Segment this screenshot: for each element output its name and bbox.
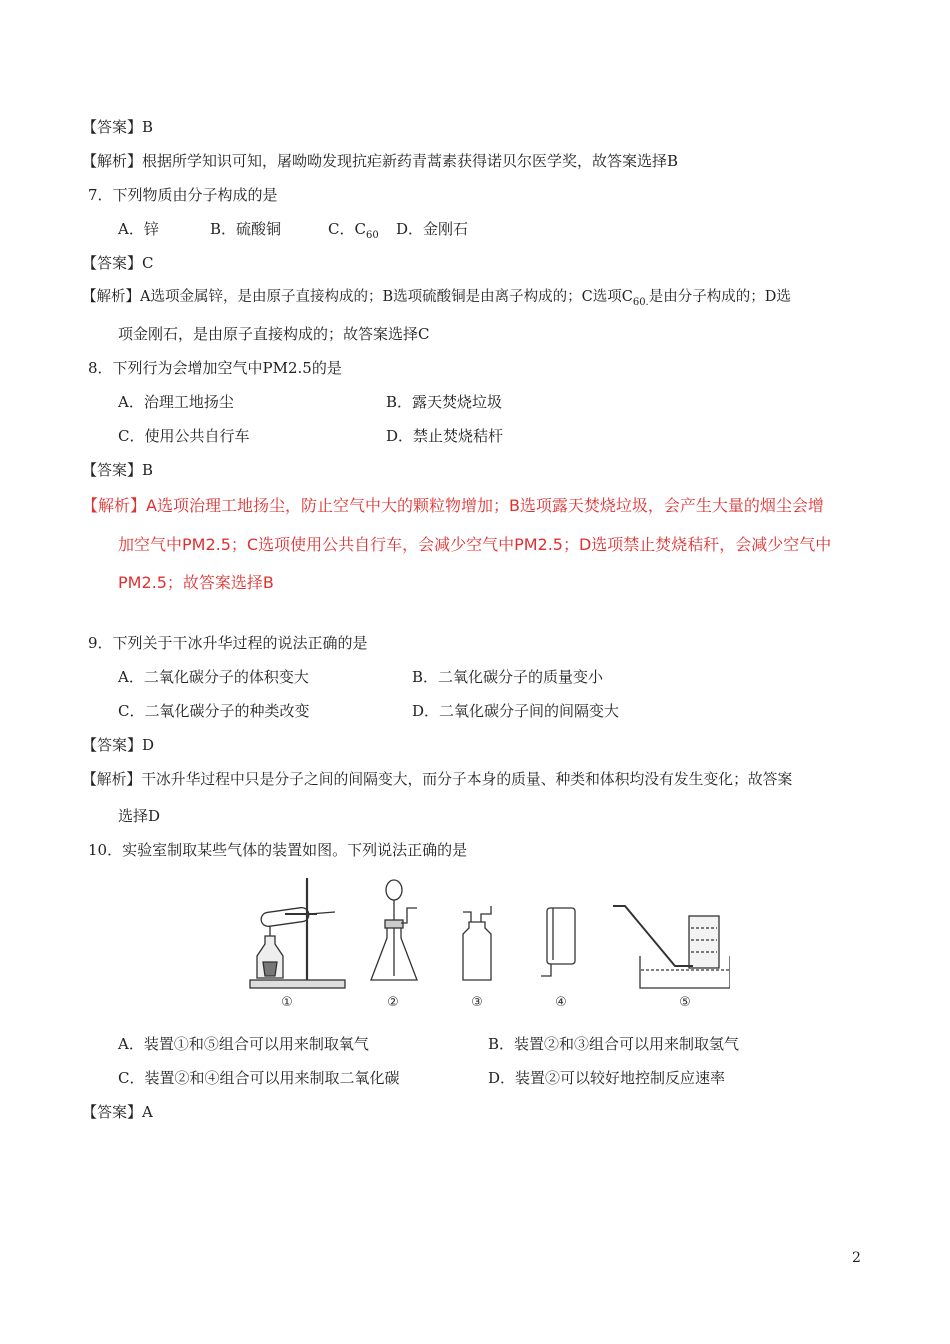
q9-option-b: B．二氧化碳分子的质量变小 [412, 668, 604, 686]
q7-option-b: B．硫酸铜 [210, 220, 282, 238]
explanation-9-line1: 【解析】干冰升华过程中只是分子之间的间隔变大，而分子本身的质量、种类和体积均没有发生变化；故答案 [82, 771, 793, 788]
question-9: 9．下列关于干冰升华过程的说法正确的是 [88, 634, 368, 652]
apparatus-1-heating-setup [250, 878, 345, 988]
answer-8: 【答案】B [82, 461, 154, 479]
q10-option-a: A．装置①和⑤组合可以用来制取氧气 [118, 1035, 369, 1053]
explanation-9-line2: 选择D [118, 807, 161, 825]
q9-option-a: A．二氧化碳分子的体积变大 [118, 668, 309, 686]
q8-option-d: D．禁止焚烧秸杆 [386, 427, 504, 445]
q9-option-d: D．二氧化碳分子间的间隔变大 [412, 702, 620, 720]
question-10: 10．实验室制取某些气体的装置如图。下列说法正确的是 [88, 841, 468, 859]
answer-6: 【答案】B [82, 118, 154, 136]
q8-option-b: B．露天焚烧垃圾 [386, 393, 503, 411]
explanation-6: 【解析】根据所学知识可知，屠呦呦发现抗疟新药青蒿素获得诺贝尔医学奖，故答案选择B [82, 152, 679, 170]
answer-9: 【答案】D [82, 736, 155, 754]
label-4: ④ [555, 995, 567, 1010]
question-7: 7．下列物质由分子构成的是 [88, 186, 278, 204]
q7-option-a: A．锌 [118, 220, 159, 238]
label-5: ⑤ [679, 995, 691, 1010]
question-8: 8．下列行为会增加空气中PM2.5的是 [88, 359, 342, 377]
apparatus-5-water-trough [613, 906, 730, 988]
q10-option-c: C．装置②和④组合可以用来制取二氧化碳 [118, 1069, 400, 1087]
page-number: 2 [852, 1250, 861, 1266]
label-2: ② [387, 995, 399, 1010]
apparatus-figure [245, 876, 730, 1012]
q9-option-c: C．二氧化碳分子的种类改变 [118, 702, 310, 720]
explanation-8-line3: PM2.5；故答案选择B [118, 573, 274, 592]
q10-option-d: D．装置②可以较好地控制反应速率 [488, 1069, 726, 1087]
label-3: ③ [471, 995, 483, 1010]
explanation-7-line1: 【解析】A选项金属锌，是由原子直接构成的；B选项硫酸铜是由离子构成的；C选项$C_{60.}$是由分子构成的；D选 [82, 289, 791, 308]
q8-option-c: C．使用公共自行车 [118, 427, 250, 445]
apparatus-4-collection-bottle [541, 908, 575, 976]
label-1: ① [281, 995, 293, 1010]
q7-option-c: C．$C_{60}$ [328, 220, 379, 241]
answer-10: 【答案】A [82, 1103, 153, 1121]
q8-option-a: A．治理工地扬尘 [118, 393, 234, 411]
answer-7: 【答案】C [82, 254, 154, 272]
explanation-8-line1: 【解析】A选项治理工地扬尘，防止空气中大的颗粒物增加；B选项露天焚烧垃圾，会产生大量的烟尘会增 [82, 496, 824, 515]
q7-option-d: D．金刚石 [396, 220, 469, 238]
q10-option-b: B．装置②和③组合可以用来制取氢气 [488, 1035, 740, 1053]
explanation-8-line2: 加空气中PM2.5；C选项使用公共自行车，会减少空气中PM2.5；D选项禁止焚烧秸秆，会减少空气中 [118, 535, 832, 554]
apparatus-3-gas-bottle [463, 906, 491, 980]
apparatus-2-flask-funnel [371, 880, 417, 980]
explanation-7-line2: 项金刚石，是由原子直接构成的；故答案选择C [118, 325, 430, 343]
